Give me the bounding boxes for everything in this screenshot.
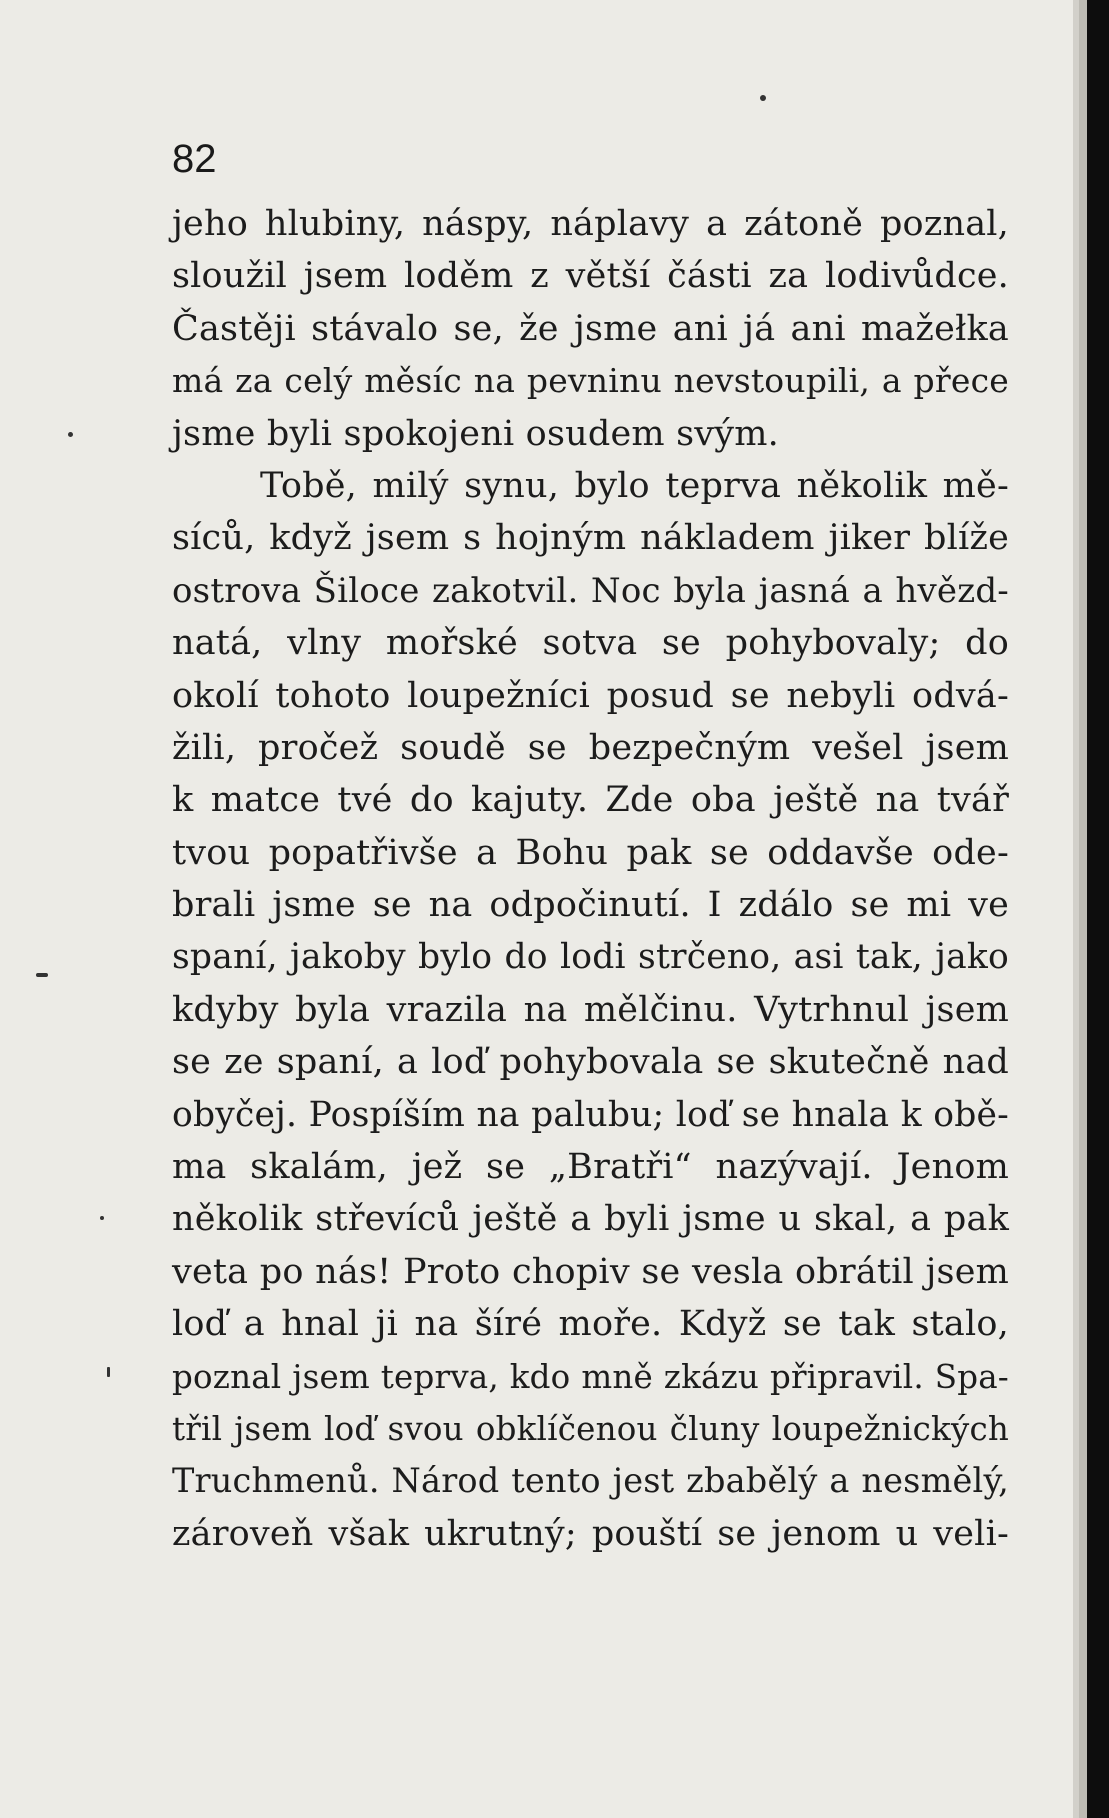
text-line: ostrova Šiloce zakotvil. Noc byla jasná a hvězd- [172, 570, 1009, 611]
text-line: tvou popatřivše a Bohu pak se oddavše ode- [172, 832, 1009, 873]
text-line: třil jsem loď svou obklíčenou čluny loupežnických [172, 1409, 1009, 1448]
binding-edge [1087, 0, 1109, 1818]
text-line: kdyby byla vrazila na mělčinu. Vytrhnul jsem [172, 989, 1009, 1030]
text-line: poznal jsem teprva, kdo mně zkázu připravil. Spa- [172, 1357, 1009, 1396]
text-line: žili, pročež soudě se bezpečným vešel jsem [172, 727, 1009, 768]
text-line: obyčej. Pospíším na palubu; loď se hnala k obě- [172, 1094, 1009, 1135]
page-number: 82 [172, 137, 217, 181]
text-line: loď a hnal ji na šíré moře. Když se tak stalo, [172, 1304, 1009, 1345]
text-line: okolí tohoto loupežníci posud se nebyli odvá- [172, 675, 1009, 716]
text-line: zároveň však ukrutný; pouští se jenom u veli- [172, 1513, 1009, 1554]
margin-speck [100, 1216, 104, 1220]
text-line: spaní, jakoby bylo do lodi strčeno, asi tak, jako [172, 937, 1009, 978]
margin-speck [107, 1367, 110, 1377]
text-line: veta po nás! Proto chopiv se vesla obrátil jsem [172, 1251, 1009, 1292]
margin-speck [760, 95, 766, 101]
text-line: Častěji stávalo se, že jsme ani já ani mažełka [172, 308, 1009, 349]
text-line: jeho hlubiny, náspy, náplavy a zátoně poznal, [172, 204, 1009, 244]
text-line: sloužil jsem loděm z větší části za lodivůdce. [172, 256, 1009, 297]
margin-speck [36, 973, 48, 977]
text-line: několik střevíců ještě a byli jsme u skal, a pak [172, 1199, 1009, 1240]
text-line: jsme byli spokojeni osudem svým. [172, 413, 779, 454]
text-line: síců, když jsem s hojným nákladem jiker blíže [172, 518, 1009, 559]
text-line: má za celý měsíc na pevninu nevstoupili, a přece [172, 361, 1009, 401]
text-line: brali jsme se na odpočinutí. I zdálo se mi ve [172, 885, 1009, 926]
body-text [172, 198, 1009, 1560]
text-line: Tobě, milý synu, bylo teprva několik mě- [260, 465, 1009, 506]
text-line: Truchmenů. Národ tento jest zbabělý a nesmělý, [172, 1461, 1009, 1501]
text-line: natá, vlny mořské sotva se pohybovaly; do [172, 623, 1009, 664]
text-line: se ze spaní, a loď pohybovala se skutečně nad [172, 1042, 1009, 1083]
text-line: k matce tvé do kajuty. Zde oba ještě na tvář [172, 780, 1009, 821]
text-line: ma skalám, jež se „Bratři“ nazývají. Jenom [172, 1147, 1009, 1188]
margin-speck [68, 432, 73, 437]
page-edge [1079, 0, 1087, 1818]
